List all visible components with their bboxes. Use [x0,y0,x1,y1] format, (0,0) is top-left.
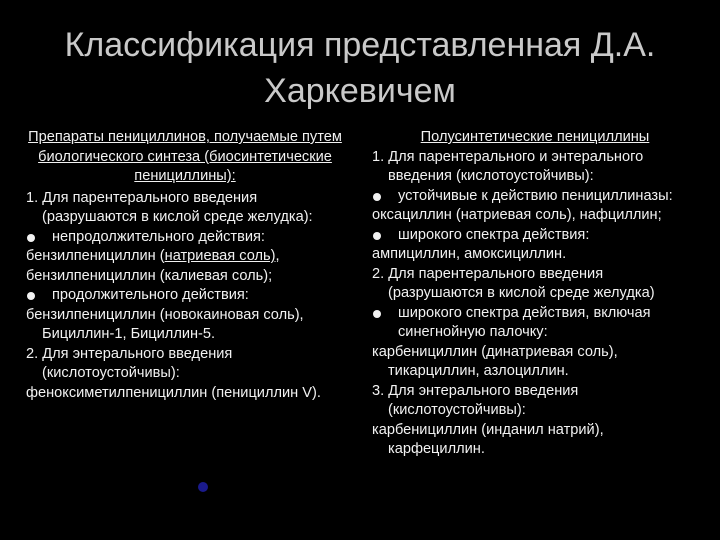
right-bullet-2-text: широкого спектра действия: [398,226,590,243]
right-column [372,128,698,460]
bullet-dot-icon [27,292,35,300]
right-drug-4: карбенициллин (инданил натрий), карфециллин. [372,421,604,457]
left-bullet-1 [26,228,344,248]
left-bullet-2 [26,286,344,306]
left-column [26,128,344,403]
left-drug-1 [26,247,344,267]
right-drug-2: ампициллин, амоксициллин. [372,246,567,262]
right-bullet-1 [372,187,698,207]
right-drug-1: оксациллин (натриевая соль), нафциллин; [372,207,662,223]
left-bullet-2-text: продолжительного действия: [52,287,249,303]
right-item-1: 1. Для парентерального и энтерального введения (кислотоустойчивы): [372,148,644,184]
right-item-3: 3. Для энтерального введения (кислотоустойчивы): [372,382,579,418]
left-drug-3: бензилпенициллин (новокаиновая соль), Бициллин-1, Бициллин-5. [26,306,304,342]
left-drug-1-salt: натриевая соль), [164,248,280,264]
bullet-dot-icon [373,310,381,318]
left-item-2: 2. Для энтерального введения (кислотоустойчивы): [26,345,233,381]
right-bullet-3-text: широкого спектра действия, включая синегнойную палочку: [398,304,651,340]
left-heading: Препараты пенициллинов, получаемые путем биологического синтеза (биосинтетические пенициллины): [28,129,342,184]
left-drug-1-text: бензилпенициллин ( [26,248,165,264]
bullet-dot-icon [27,234,35,242]
slide-title-line-2: Харкевичем [264,72,456,110]
right-drug-3: карбенициллин (динатриевая соль), тикарциллин, азлоциллин. [372,343,618,379]
right-bullet-2 [372,226,698,246]
left-drug-4: феноксиметилпенициллин (пенициллин V). [26,384,321,401]
pointer-dot-icon [198,482,208,492]
slide-title [20,22,700,114]
bullet-dot-icon [373,232,381,240]
right-bullet-3 [372,304,698,343]
right-heading: Полусинтетические пенициллины [420,129,650,145]
right-bullet-1-text: устойчивые к действию пенициллиназы: [398,187,673,204]
slide-title-line-1: Классификация представленная Д.А. [64,26,656,64]
left-item-1: 1. Для парентерального введения (разрушаются в кислой среде желудка): [26,189,313,225]
bullet-dot-icon [373,193,381,201]
left-bullet-1-text: непродолжительного действия: [52,228,265,245]
left-drug-2: бензилпенициллин (калиевая соль); [26,267,273,284]
right-item-2: 2. Для парентерального введения (разрушаются в кислой среде желудка) [372,265,655,301]
